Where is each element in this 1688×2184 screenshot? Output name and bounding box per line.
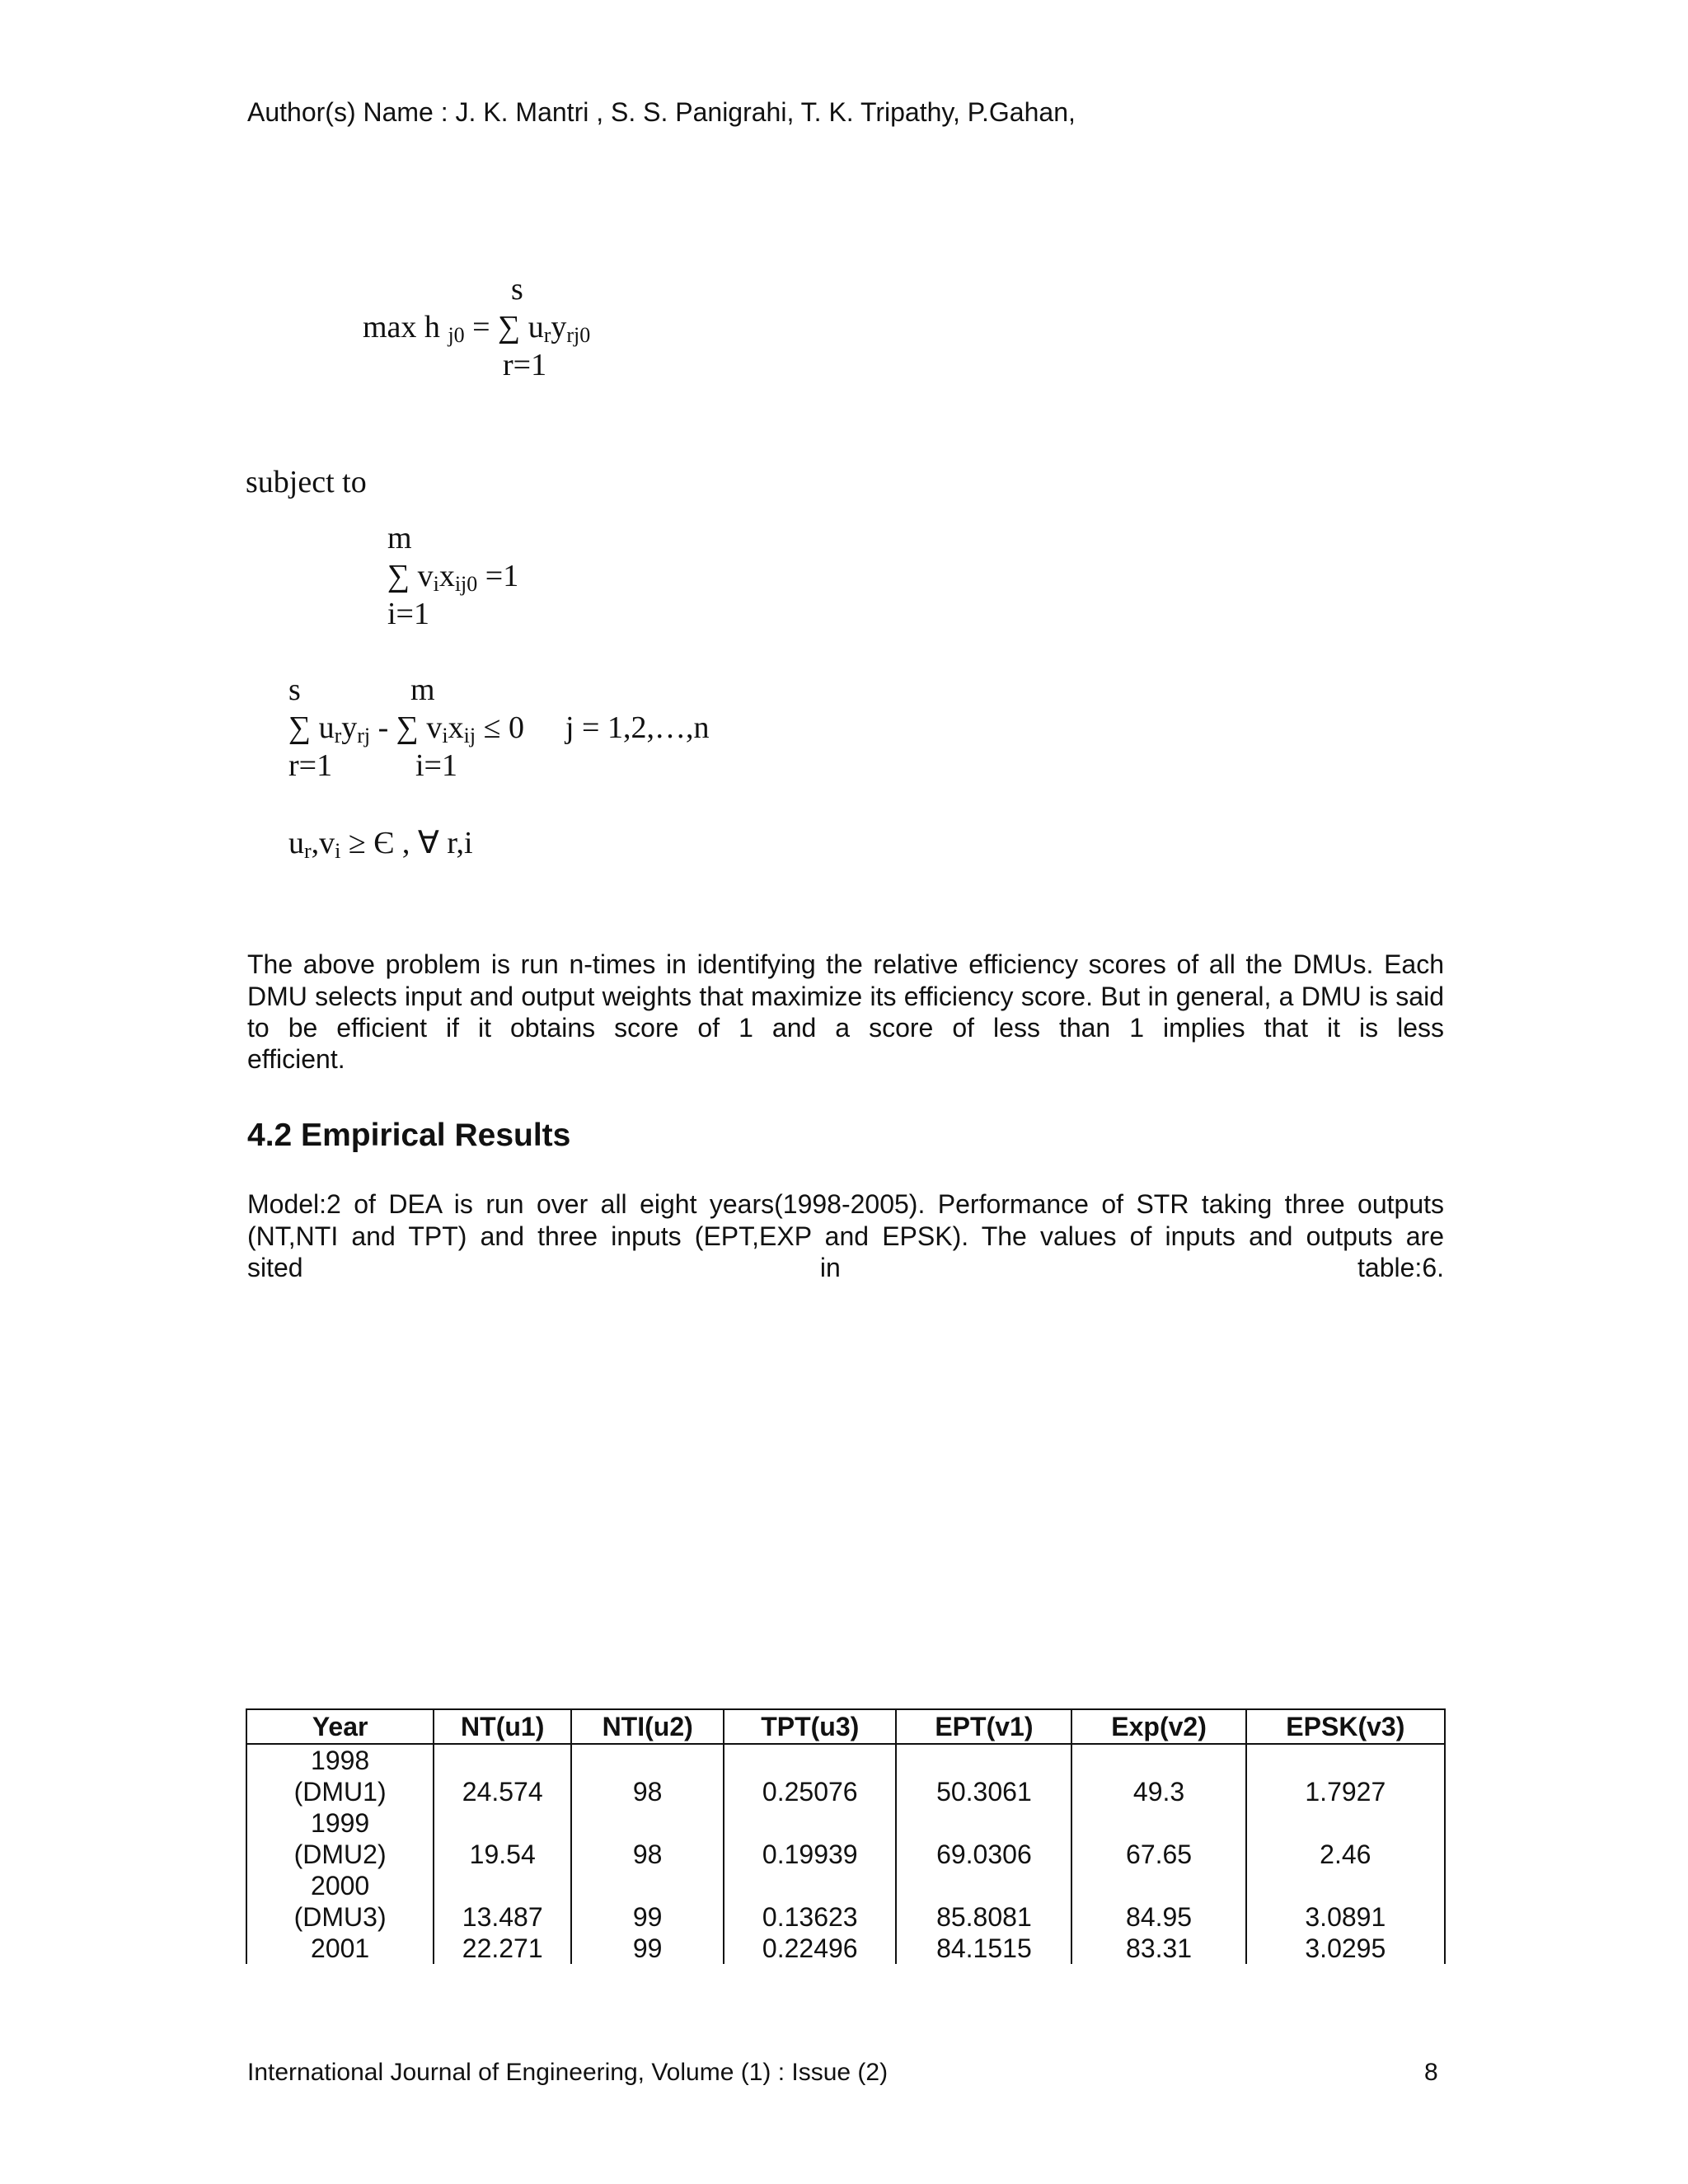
dea-input-output-table	[246, 1708, 1446, 1964]
nti-cell: 98	[571, 1807, 724, 1870]
sum-upper-limit-m: m	[410, 673, 435, 707]
tpt-cell: 0.19939	[724, 1807, 896, 1870]
tpt-cell: 0.13623	[724, 1870, 896, 1933]
column-header-exp: Exp(v2)	[1071, 1709, 1245, 1744]
ept-cell: 85.8081	[896, 1870, 1071, 1933]
nt-cell: 24.574	[434, 1744, 571, 1807]
tpt-cell: 0.25076	[724, 1744, 896, 1807]
year-cell: 1998 (DMU1)	[246, 1744, 434, 1807]
exp-cell: 84.95	[1071, 1870, 1245, 1933]
epsk-cell: 3.0891	[1246, 1870, 1445, 1933]
subject-to-label: subject to	[246, 465, 367, 499]
nti-cell: 98	[571, 1744, 724, 1807]
table-row	[246, 1933, 1445, 1964]
column-header-nti: NTI(u2)	[571, 1709, 724, 1744]
constraint-expression: ∑ $v_ix_{ij0} =1$	[387, 559, 519, 596]
table-row	[246, 1744, 1445, 1807]
nt-cell: 19.54	[434, 1807, 571, 1870]
sum-lower-limit: r=1	[503, 348, 547, 382]
column-header-epsk: EPSK(v3)	[1246, 1709, 1445, 1744]
constraint-weight-positivity: $u_r,v_i \ge Є$ , ∀ r,i	[288, 826, 473, 863]
index-range: j = 1,2,…,n	[565, 710, 710, 745]
efficiency-paragraph-last-line: efficient.	[247, 1044, 345, 1074]
ept-cell: 50.3061	[896, 1744, 1071, 1807]
sum-lower-limit-r: r=1	[288, 748, 333, 783]
exp-cell: 49.3	[1071, 1744, 1245, 1807]
table-header-row	[246, 1709, 1445, 1744]
table-row	[246, 1870, 1445, 1933]
exp-cell: 83.31	[1071, 1933, 1245, 1964]
epsk-cell: 3.0295	[1246, 1933, 1445, 1964]
nti-cell: 99	[571, 1933, 724, 1964]
sum-upper-limit: m	[387, 521, 412, 555]
nt-cell: 13.487	[434, 1870, 571, 1933]
section-heading: 4.2 Empirical Results	[247, 1118, 571, 1153]
column-header-nt: NT(u1)	[434, 1709, 571, 1744]
objective-expression: max h $_{j0}$ = ∑ $u_ry_{rj0}$	[363, 310, 591, 347]
year-cell: 2000 (DMU3)	[246, 1870, 434, 1933]
column-header-ept: EPT(v1)	[896, 1709, 1071, 1744]
sum-upper-limit-s: s	[288, 673, 301, 707]
sum-lower-limit: i=1	[387, 597, 429, 631]
sum-lower-limit-i: i=1	[415, 748, 457, 783]
journal-footer: International Journal of Engineering, Volume (1) : Issue (2)	[247, 2059, 889, 2086]
ept-cell: 84.1515	[896, 1933, 1071, 1964]
epsk-cell: 2.46	[1246, 1807, 1445, 1870]
model-paragraph: Model:2 of DEA is run over all eight years(1998-2005). Performance of STR taking three outputs (NT,NTI and TPT) and three inputs (EPT,EXP and EPSK). The values of inputs and outputs are	[247, 1189, 1444, 1251]
table-row	[246, 1807, 1445, 1870]
model-paragraph-last-line: sited in table:6.	[247, 1253, 1444, 1282]
column-header-tpt: TPT(u3)	[724, 1709, 896, 1744]
year-cell: 2001	[246, 1933, 434, 1964]
page-number: 8	[1424, 2059, 1438, 2086]
sum-upper-limit: s	[511, 272, 523, 307]
constraint-expression: ∑ $u_ry_{rj}$ - ∑ $v_ix_{ij} \le 0$	[288, 710, 524, 748]
author-header: Author(s) Name : J. K. Mantri , S. S. Panigrahi, T. K. Tripathy, P.Gahan,	[247, 97, 1076, 127]
tpt-cell: 0.22496	[724, 1933, 896, 1964]
nt-cell: 22.271	[434, 1933, 571, 1964]
ept-cell: 69.0306	[896, 1807, 1071, 1870]
year-cell: 1999 (DMU2)	[246, 1807, 434, 1870]
efficiency-paragraph: The above problem is run n-times in identifying the relative efficiency scores of all the DMUs. Each DMU selects input and output weights that maximize its efficiency score. But in general, a DMU is said to be efficient if it obtains score of 1 and a score of less than 1 implies that it is less	[247, 949, 1444, 1043]
exp-cell: 67.65	[1071, 1807, 1245, 1870]
epsk-cell: 1.7927	[1246, 1744, 1445, 1807]
nti-cell: 99	[571, 1870, 724, 1933]
column-header-year: Year	[246, 1709, 434, 1744]
